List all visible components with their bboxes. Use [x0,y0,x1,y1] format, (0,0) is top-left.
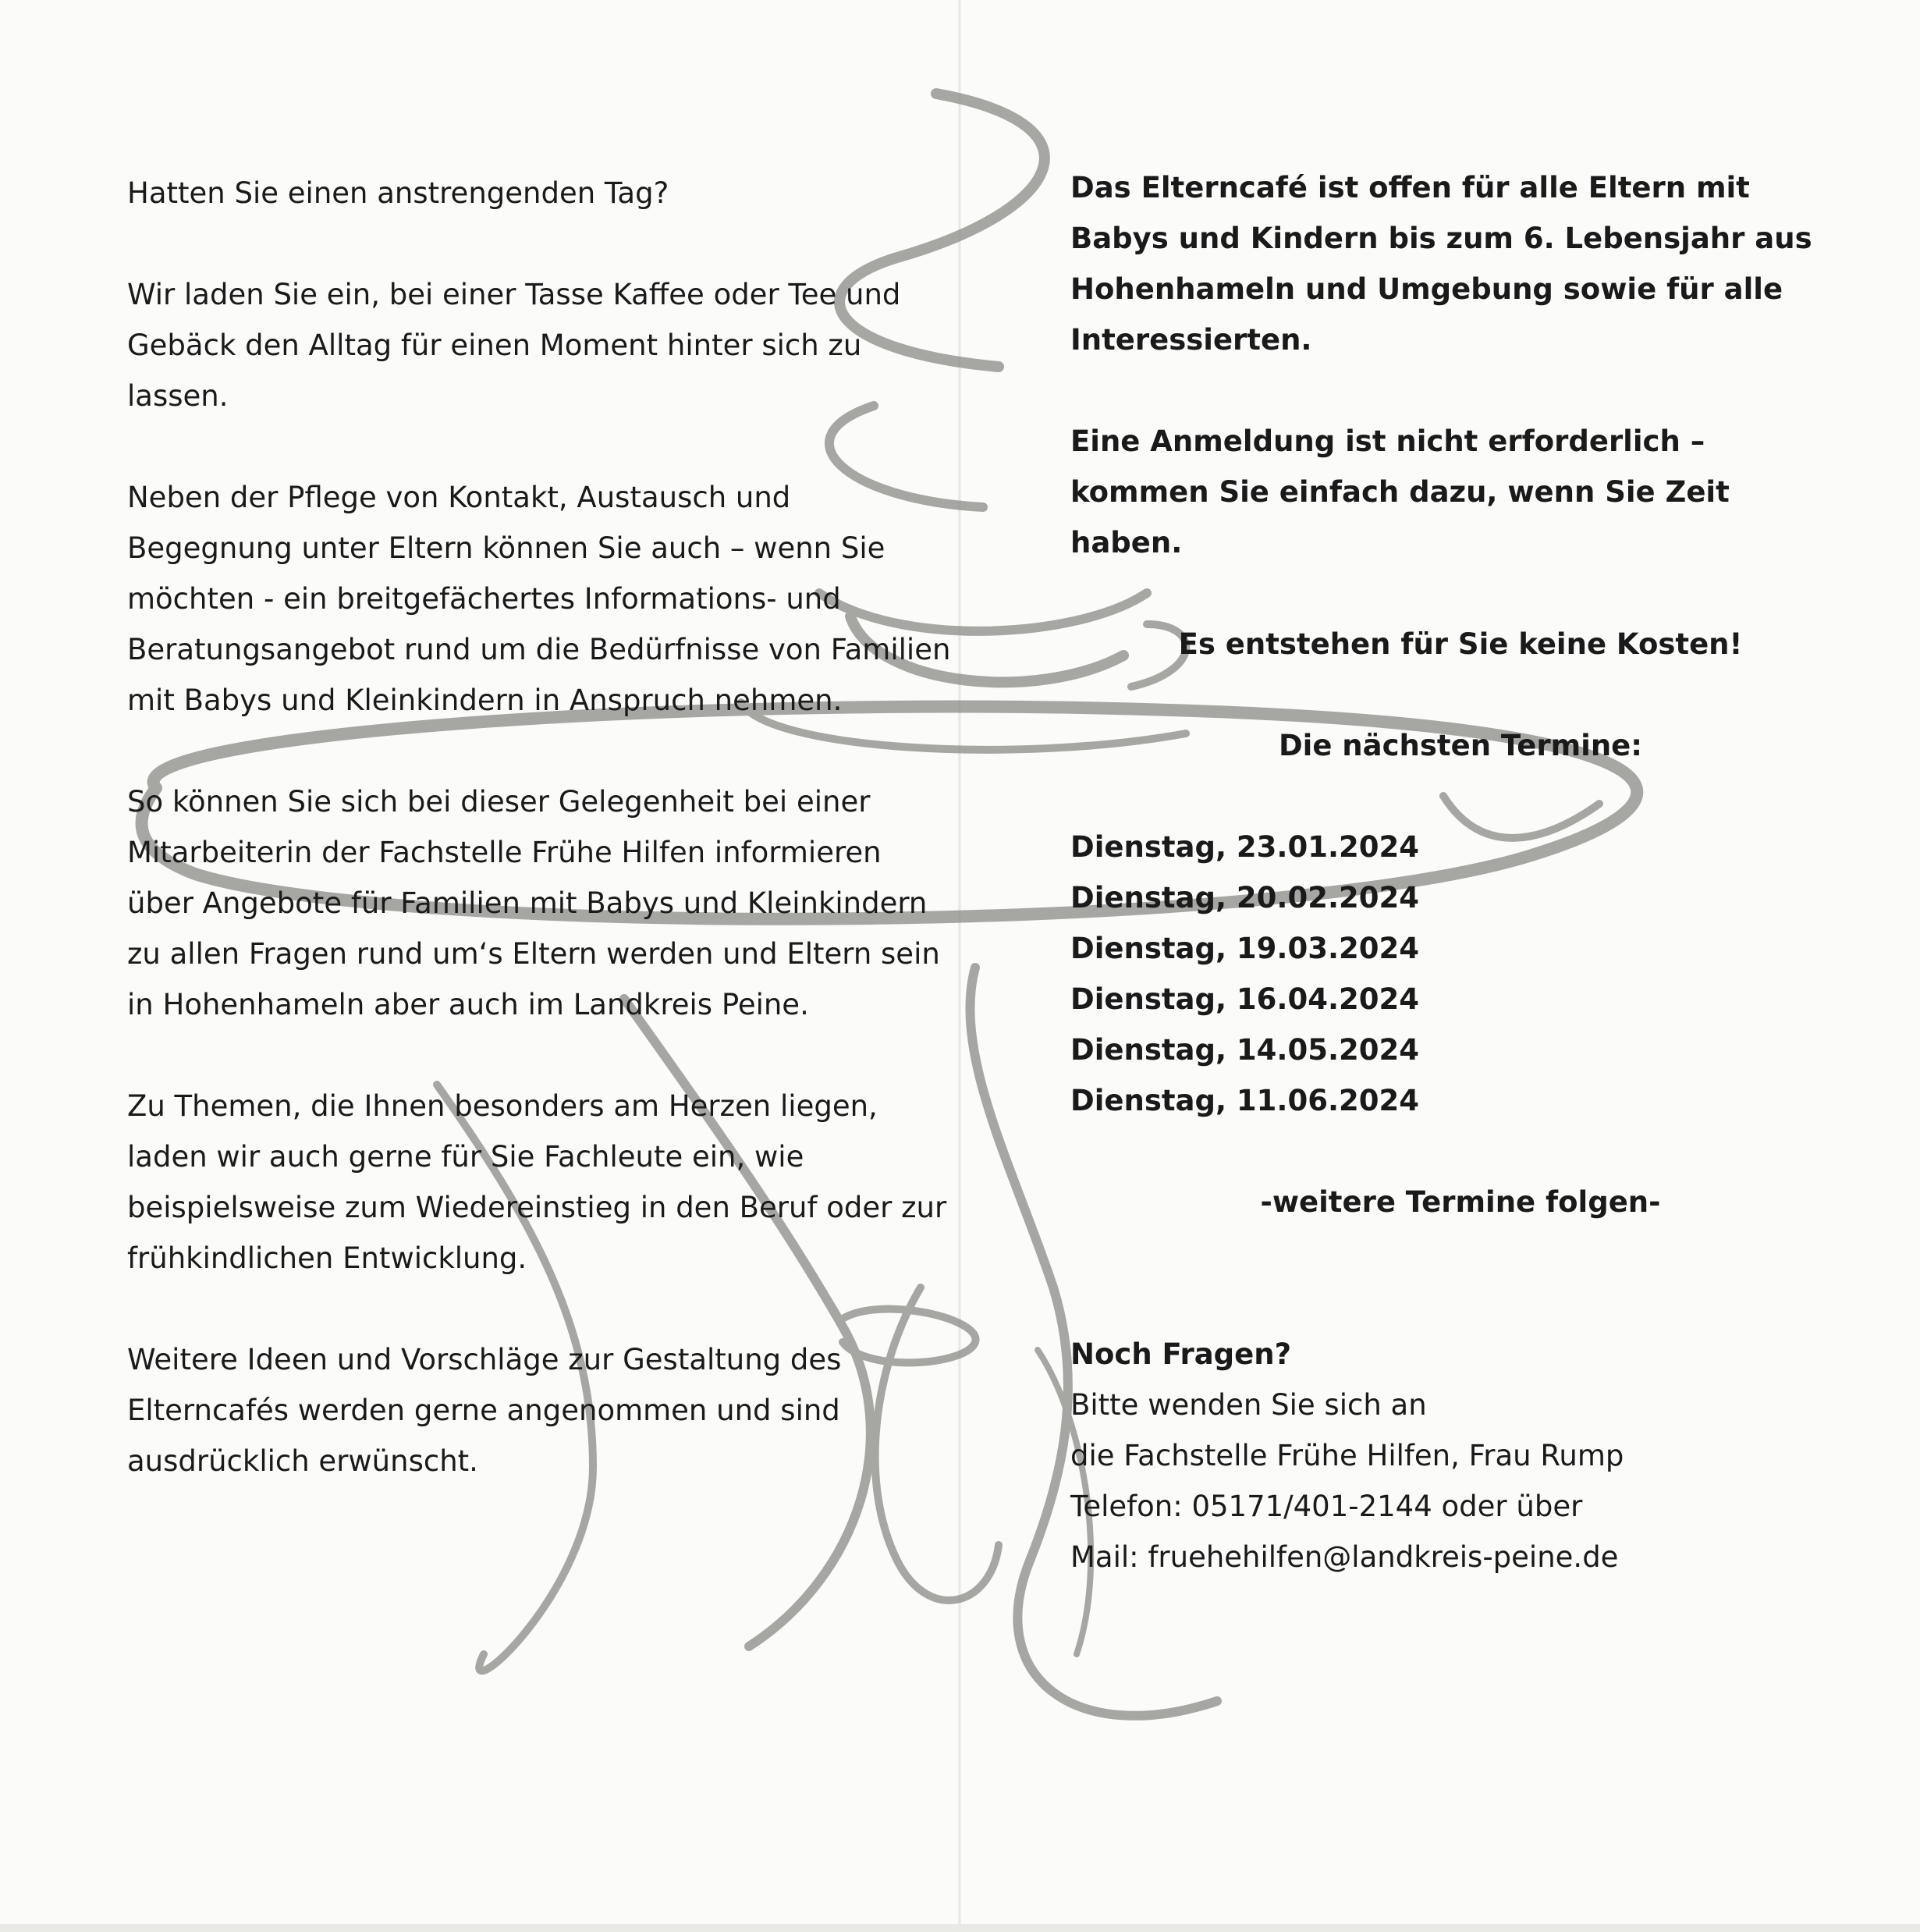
date-item: Dienstag, 20.02.2024 [1070,881,1419,915]
dates-list [1070,822,1851,1126]
date-item: Dienstag, 16.04.2024 [1070,982,1419,1016]
invitation-paragraph: Wir laden Sie ein, bei einer Tasse Kaffee oder Tee und Gebäck den Alltag für einen Moment hinter sich zu lassen. [127,278,901,413]
more-dates-note: -weitere Termine folgen- [1260,1185,1661,1219]
intro-paragraph: Das Elterncafé ist offen für alle Eltern mit Babys und Kindern bis zum 6. Lebensjahr aus Hohenhameln und Umgebung sowie für alle Interessierten. [1070,171,1812,357]
dates-heading: Die nächsten Termine: [1278,729,1643,762]
question-paragraph: Hatten Sie einen anstrengenden Tag? [127,176,669,210]
contact-block [1070,1329,1851,1582]
contact-email: Mail: fruehehilfen@landkreis-peine.de [1070,1540,1619,1574]
left-column [127,168,954,1537]
date-item: Dienstag, 11.06.2024 [1070,1084,1419,1117]
date-item: Dienstag, 19.03.2024 [1070,932,1419,965]
contact-line: Bitte wenden Sie sich an [1070,1388,1427,1422]
offer-paragraph: Neben der Pflege von Kontakt, Austausch und Begegnung unter Eltern können Sie auch – wenn Sie möchten - ein breitgefächertes Informations- und Beratungsangebot rund um die Bedürfnisse von Familien mit Babys und Kleinkindern in Anspruch nehmen. [127,481,951,717]
scan-edge [0,1924,1920,1932]
ideas-paragraph: Weitere Ideen und Vorschläge zur Gestaltung des Elterncafés werden gerne angenommen und sind ausdrücklich erwünscht. [127,1343,842,1478]
registration-paragraph: Eine Anmeldung ist nicht erforderlich – kommen Sie einfach dazu, wenn Sie Zeit haben. [1070,424,1730,559]
right-column [1070,162,1851,1582]
contact-phone: Telefon: 05171/401-2144 oder über [1070,1490,1583,1523]
costs-note: Es entstehen für Sie keine Kosten! [1178,627,1743,661]
contact-line: die Fachstelle Frühe Hilfen, Frau Rump [1070,1439,1624,1472]
information-paragraph: So können Sie sich bei dieser Gelegenheit bei einer Mitarbeiterin der Fachstelle Frühe Hilfen informieren über Angebote für Familien mit Babys und Kleinkindern zu allen Fragen rund um‘s Eltern werden und Eltern sein in Hohenhameln aber auch im Landkreis Peine. [127,785,940,1021]
date-item: Dienstag, 23.01.2024 [1070,830,1419,864]
date-item: Dienstag, 14.05.2024 [1070,1033,1419,1067]
topics-paragraph: Zu Themen, die Ihnen besonders am Herzen liegen, laden wir auch gerne für Sie Fachleute ein, wie beispielsweise zum Wiedereinstieg in den Beruf oder zur frühkindlichen Entwicklung. [127,1089,947,1275]
contact-heading: Noch Fragen? [1070,1337,1292,1371]
